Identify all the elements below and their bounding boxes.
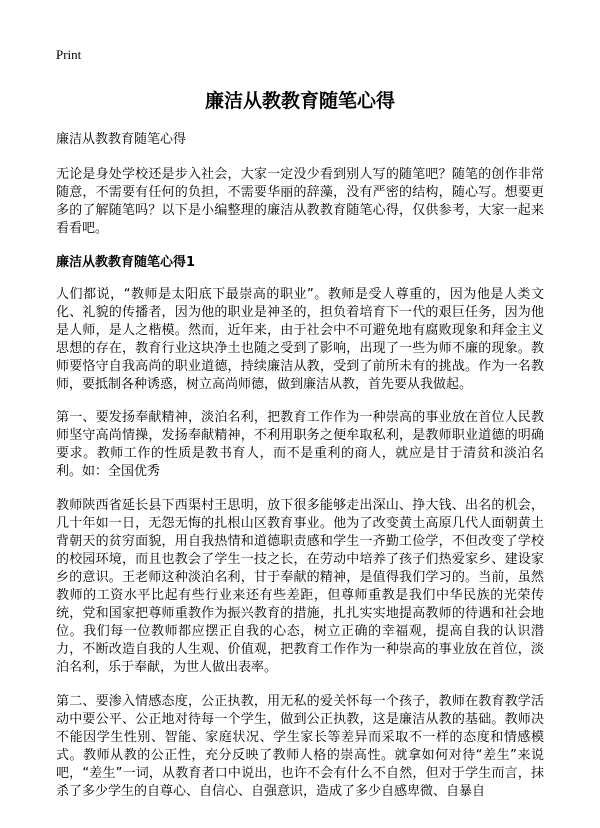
body-paragraph: 教师陕西省延长县下西渠村王思明，放下很多能够走出深山、挣大钱、出名的机会，几十年如一日，无怨无悔的扎根山区教育事业。他为了改变黄土高原几代人面朝黄土背朝天的贫穷面貌，用自我热情和道德职责感和学生一齐勤工俭学，不但改变了学校的校园环境，而且也教会了学生一技之长，在劳动中培养了孩子们热爱家乡、建设家乡的意识。王老师这种淡泊名利，甘于奉献的精神，是值得我们学习的。当前，虽然教师的工资水平比起有些行业来还有些差距，但尊师重教是我们中华民族的光荣传统，党和国家把尊师重教作为振兴教育的措施，扎扎实实地提高教师的待遇和社会地位。我们每一位教师都应摆正自我的心态，树立正确的幸福观，提高自我的认识潜力，不断改造自我的人生观、价值观，把教育工作作为一种崇高的事业放在首位，淡泊名利，乐于奉献，为世人做出表率。 xyxy=(56,498,544,675)
print-link[interactable]: Print xyxy=(56,47,82,62)
page-title: 廉洁从教教育随笔心得 xyxy=(204,90,395,112)
body-paragraph: 第一、要发扬奉献精神，淡泊名利，把教育工作作为一种崇高的事业放在首位人民教师坚守高尚情操，发扬奉献精神，不利用职务之便牟取私利，是教师职业道德的明确要求。教师工作的性质是教书育人，而不是重利的商人，就应是甘于清贫和淡泊名利。如：全国优秀 xyxy=(56,410,544,479)
intro-paragraph: 无论是身处学校还是步入社会，大家一定没少看到别人写的随笔吧？随笔的创作非常随意，不需要有任何的负担，不需要华丽的辞藻，没有严密的结构，随心写。想要更多的了解随笔吗？以下是小编整理的廉洁从教教育随笔心得，仅供参考，大家一起来看看吧。 xyxy=(56,167,544,236)
section-heading: 廉洁从教教育随笔心得1 xyxy=(56,255,196,270)
document-subtitle: 廉洁从教教育随笔心得 xyxy=(56,132,187,147)
body-paragraph: 第二、要渗入情感态度，公正执教，用无私的爱关怀每一个孩子，教师在教育教学活动中要公平、公正地对待每一个学生，做到公正执教，这是廉洁从教的基础。教师决不能因学生性别、智能、家庭状况、学生家长等差异而采取不一样的态度和情感模式。教师从教的公正性，充分反映了教师人格的崇高性。就拿如何对待“差生”来说吧，“差生”一词，从教育者口中说出，也许不会有什么不自然，但对于学生而言，抹杀了多少学生的自尊心、自信心、自强意识，造成了多少自感卑微、自暴自 xyxy=(56,694,544,799)
body-paragraph: 人们都说，“教师是太阳底下最崇高的职业”。教师是受人尊重的，因为他是人类文化、礼貌的传播者，因为他的职业是神圣的，担负着培育下一代的艰巨任务，因为他是人师，是人之楷模。然而，近年来，由于社会中不可避免地有腐败现象和拜金主义思想的存在，教育行业这块净土也随之受到了影响，出现了一些为师不廉的现象。教师要恪守自我高尚的职业道德，持续廉洁从教，受到了前所未有的挑战。作为一名教师，要抵制各种诱惑，树立高尚师德，做到廉洁从教，首先要从我做起。 xyxy=(56,287,544,392)
